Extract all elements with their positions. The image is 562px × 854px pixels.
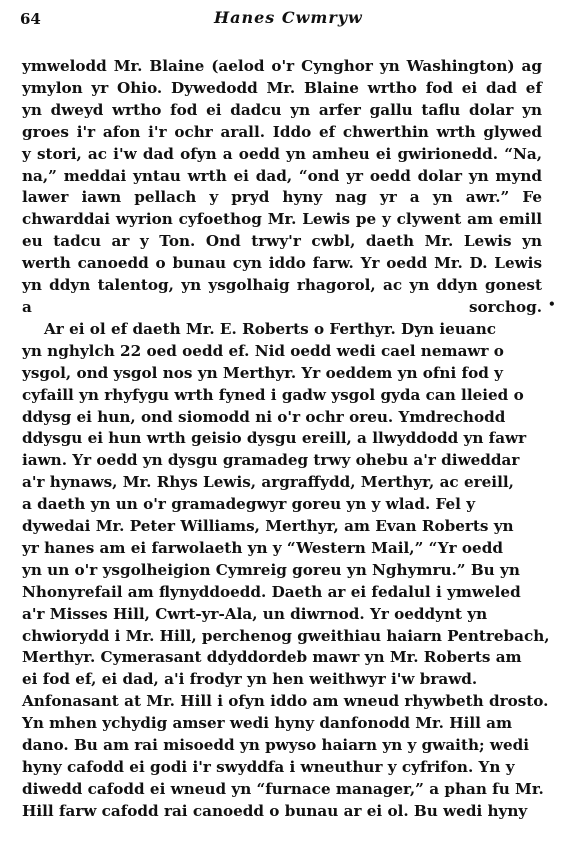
text-line: Nhonyrefail am flynyddoedd. Daeth ar ei fedalul i ymweled xyxy=(22,582,521,601)
text-line: yn dweyd wrtho fod ei dadcu yn arfer gallu taflu dolar yn xyxy=(22,100,542,119)
text-line: a'r Misses Hill, Cwrt-yr-Ala, un diwrnod. Yr oeddynt yn xyxy=(22,604,488,623)
text-line: groes i'r afon i'r ochr arall. Iddo ef chwerthin wrth glywed xyxy=(22,122,542,141)
text-line: Anfonasant at Mr. Hill i ofyn iddo am wneud rhywbeth drosto. xyxy=(22,692,549,711)
text-line: Ar ei ol ef daeth Mr. E. Roberts o Ferthyr. Dyn ieuanc xyxy=(44,319,496,338)
text-line: eu tadcu ar y Ton. Ond trwy'r cwbl, daeth Mr. Lewis yn xyxy=(22,232,542,251)
text-line: iawn. Yr oedd yn dysgu gramadeg trwy ohebu a'r diweddar xyxy=(22,451,520,470)
text-line: y stori, ac i'w dad ofyn a oedd yn amheu ei gwirionedd. “Na, xyxy=(22,144,542,163)
text-line: cyfaill yn rhyfygu wrth fyned i gadw ysgol gyda can lleied o xyxy=(22,385,524,404)
running-title: Hanes Cwmryw xyxy=(214,8,363,27)
text-line: Merthyr. Cymerasant ddyddordeb mawr yn Mr. Roberts am xyxy=(22,648,522,667)
text-line: dano. Bu am rai misoedd yn pwyso haiarn yn y gwaith; wedi xyxy=(22,736,530,755)
text-line: yn ddyn talentog, yn ysgolhaig rhagorol, ac yn ddyn gonest xyxy=(22,276,542,295)
text-line: Hill farw cafodd rai canoedd o bunau ar ei ol. Bu wedi hyny xyxy=(22,801,528,820)
text-line: a'r hynaws, Mr. Rhys Lewis, argraffydd, Merthyr, ac ereill, xyxy=(22,473,514,492)
text-line: lawer iawn pellach y pryd hyny nag yr a yn awr.” Fe xyxy=(22,188,542,207)
text-line: yn nghylch 22 oed oedd ef. Nid oedd wedi cael nemawr o xyxy=(22,341,504,360)
text-line: Yn mhen ychydig amser wedi hyny danfonodd Mr. Hill am xyxy=(22,714,513,733)
text-line: ei fod ef, ei dad, a'i frodyr yn hen weithwyr i'w brawd. xyxy=(22,670,478,689)
body-text xyxy=(22,56,550,823)
text-line: diwedd cafodd ei wneud yn “furnace manager,” a phan fu Mr. xyxy=(22,779,544,798)
text-line: a daeth yn un o'r gramadegwyr goreu yn y wlad. Fel y xyxy=(22,495,476,514)
text-line: ddysgu ei hun wrth geisio dysgu ereill, a llwyddodd yn fawr xyxy=(22,429,527,448)
text-line: yr hanes am ei farwolaeth yn y “Western Mail,” “Yr oedd xyxy=(22,538,503,557)
text-line: chwiorydd i Mr. Hill, perchenog gweithiau haiarn Pentrebach, xyxy=(22,626,550,645)
text-line: chwarddai wyrion cyfoethog Mr. Lewis pe y clywent am emill xyxy=(22,210,542,229)
text-line: yn un o'r ysgolheigion Cymreig goreu yn Nghymru.” Bu yn xyxy=(22,560,520,579)
text-line: ymwelodd Mr. Blaine (aelod o'r Cynghor yn Washington) ag xyxy=(22,57,542,75)
text-line: ddysg ei hun, ond siomodd ni o'r ochr oreu. Ymdrechodd xyxy=(22,407,506,426)
text-line: dywedai Mr. Peter Williams, Merthyr, am Evan Roberts yn xyxy=(22,517,514,536)
text-line: a sorchog. xyxy=(22,297,542,316)
text-line: werth canoedd o bunau cyn iddo farw. Yr oedd Mr. D. Lewis xyxy=(22,254,542,273)
paragraph-2 xyxy=(22,319,550,823)
text-line: na,” meddai yntau wrth ei dad, “ond yr oedd dolar yn mynd xyxy=(22,166,542,185)
margin-mark: • xyxy=(548,297,556,311)
page-header xyxy=(14,4,552,34)
text-line: ymylon yr Ohio. Dywedodd Mr. Blaine wrtho fod ei dad ef xyxy=(22,78,542,97)
page-number: 64 xyxy=(20,10,41,28)
text-line: ysgol, ond ysgol nos yn Merthyr. Yr oeddem yn ofni fod y xyxy=(22,363,503,382)
text-line: hyny cafodd ei godi i'r swyddfa i wneuthur y cyfrifon. Yn y xyxy=(22,758,515,776)
paragraph-1 xyxy=(22,56,542,319)
